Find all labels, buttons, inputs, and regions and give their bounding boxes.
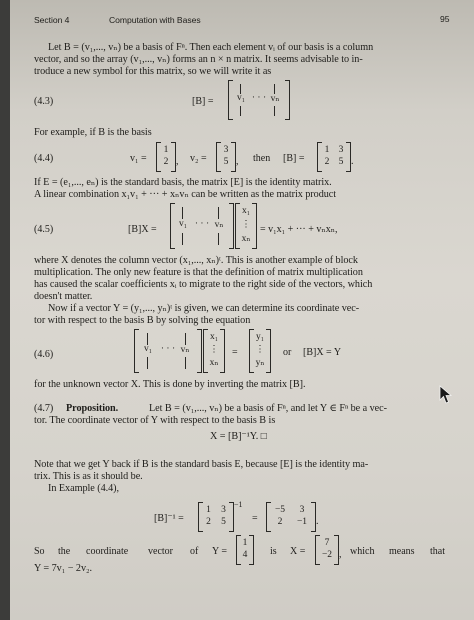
last-word-is: is: [270, 546, 277, 557]
para-7-line-2: trix. This is as it should be.: [34, 471, 143, 482]
coordinate-vector-X: [315, 535, 339, 565]
inverse-equals: =: [252, 513, 258, 524]
matrix-entry: −5: [274, 505, 286, 515]
matrix-B: [198, 502, 234, 532]
mouse-pointer-icon: [439, 385, 453, 410]
period: .: [351, 156, 354, 167]
prop-line-1: Let B = (v₁,..., vₙ) be a basis of Fⁿ, and let Y ∈ Fⁿ be a vec-: [149, 403, 387, 414]
para-7-line-1: Note that we get Y back if B is the standard basis E, because [E] is the identity ma-: [34, 459, 369, 470]
last-word-vector: vector: [148, 546, 173, 557]
comma: ,: [176, 156, 179, 167]
matrix-entry: 1: [163, 145, 169, 155]
matrix-B: [317, 142, 351, 172]
eq-4-6-label: (4.6): [34, 349, 54, 360]
matrix-entry: 5: [221, 517, 226, 527]
para-4-line-2: multiplication. The only new feature is that the definition of matrix multiplication: [34, 267, 363, 278]
matrix-entry: 5: [223, 157, 229, 167]
matrix-entry: 1: [242, 538, 248, 548]
prop-title: Proposition.: [66, 403, 119, 414]
matrix-entry: · · ·: [194, 219, 210, 229]
para-6: for the unknown vector X. This is done by inverting the matrix [B].: [34, 379, 306, 390]
column-rule: [218, 233, 219, 245]
para-5-line-2: tor with respect to the basis B by solving the equation: [34, 315, 251, 326]
eq-4-6-equals: =: [232, 347, 238, 358]
column-rule: [147, 357, 148, 369]
matrix-entry: vₙ: [270, 94, 280, 104]
matrix-entry: v₁: [236, 93, 246, 103]
eq-4-6-or: or: [283, 347, 292, 358]
matrix-entry: 3: [221, 505, 226, 515]
para-1-line-1: Let B = (v₁,..., vₙ) be a basis of Fⁿ. Then each element vᵢ of our basis is a column: [48, 42, 374, 53]
matrix-entry: · · ·: [251, 93, 267, 103]
matrix-entry: 3: [223, 145, 229, 155]
matrix-entry: xₙ: [241, 234, 251, 244]
para-2: For example, if B is the basis: [34, 127, 152, 138]
column-rule: [240, 106, 241, 116]
para-3-line-2: A linear combination x₁v₁ + ··· + xₙvₙ can be written as the matrix product: [34, 189, 337, 200]
matrix-entry: vₙ: [180, 345, 190, 355]
last-line-2: Y = 7v₁ − 2v₂.: [34, 563, 92, 574]
matrix-entry: 3: [338, 145, 344, 155]
matrix-entry: 5: [338, 157, 344, 167]
prop-formula: X = [B]⁻¹Y. □: [210, 431, 267, 442]
inverse-end: .: [316, 516, 319, 527]
para-1-line-2: vector, and so the array (v₁,..., vₙ) forms an n × n matrix. It seems advisable to in-: [34, 54, 363, 65]
page-number: 95: [440, 14, 450, 24]
eq-4-4-v1: v₁ =: [130, 153, 147, 164]
vector-Y: [249, 329, 271, 373]
last-word-means: means: [389, 546, 415, 557]
vector-v2: [216, 142, 236, 172]
eq-4-5-label: (4.5): [34, 224, 54, 235]
matrix-entry: 1: [324, 145, 330, 155]
last-word-so: So: [34, 546, 45, 557]
matrix-entry: v₁: [178, 219, 188, 229]
matrix-entry: xₙ: [209, 358, 219, 368]
matrix-entry: vₙ: [214, 220, 224, 230]
last-word-the: the: [58, 546, 71, 557]
para-1-line-3: troduce a new symbol for this matrix, so we will write it as: [34, 66, 272, 77]
prop-line-2: tor. The coordinate vector of Y with respect to the basis B is: [34, 415, 276, 426]
matrix-entry: 1: [206, 505, 211, 515]
eq-4-5-lhs: [B]X =: [128, 224, 157, 235]
column-rule: [218, 207, 219, 219]
matrix-entry: 2: [206, 517, 211, 527]
matrix-entry: 3: [299, 505, 305, 515]
inverse-lhs: [B]⁻¹ =: [154, 513, 184, 524]
matrix-entry: −2: [321, 550, 333, 560]
matrix-entry: ⋮: [241, 220, 251, 230]
matrix-entry: y₁: [255, 332, 265, 342]
prop-label: (4.7): [34, 403, 54, 414]
matrix-B-inverse: [266, 502, 316, 532]
column-rule: [182, 207, 183, 219]
matrix-entry: −1: [296, 517, 308, 527]
matrix-entry: · · ·: [160, 344, 176, 354]
comma: ,: [236, 156, 239, 167]
basis-matrix: [134, 329, 202, 373]
matrix-entry: v₁: [143, 344, 153, 354]
matrix-entry: 2: [163, 157, 169, 167]
last-x-lhs: X =: [290, 546, 306, 557]
eq-4-4-v2: v₂ =: [190, 153, 207, 164]
para-5-line-1: Now if a vector Y = (y₁,..., yₙ)ᵗ is given, we can determine its coordinate vec-: [48, 303, 360, 314]
last-comma: ,: [339, 549, 342, 560]
basis-matrix: [228, 80, 290, 120]
inverse-exponent: −1: [234, 500, 243, 509]
vector-v1: [156, 142, 176, 172]
matrix-entry: 2: [324, 157, 330, 167]
para-4-line-1: where X denotes the column vector (x₁,..., xₙ)ᵗ. This is another example of block: [34, 255, 358, 266]
matrix-entry: x₁: [241, 206, 251, 216]
matrix-entry: 7: [324, 538, 330, 548]
para-4-line-3: has caused the scalar coefficients xᵢ to migrate to the right side of the vectors, which: [34, 279, 373, 290]
eq-4-4-then: then: [253, 153, 271, 164]
matrix-entry: 2: [277, 517, 283, 527]
para-7-line-3: In Example (4.4),: [48, 483, 120, 494]
eq-4-5-rhs: = v₁x₁ + ··· + vₙxₙ,: [260, 224, 338, 235]
eq-4-3-lhs: [B] =: [192, 96, 214, 107]
matrix-entry: 4: [242, 550, 248, 560]
column-rule: [182, 233, 183, 245]
last-word-of: of: [190, 546, 199, 557]
eq-4-6-alt: [B]X = Y: [303, 347, 342, 358]
coordinate-vector-X: [235, 203, 257, 249]
para-4-line-4: doesn't matter.: [34, 291, 93, 302]
vector-Y: [236, 535, 254, 565]
coordinate-vector-X: [203, 329, 225, 373]
book-page: [10, 0, 474, 620]
matrix-entry: yₙ: [255, 358, 265, 368]
column-rule: [185, 357, 186, 369]
section-title: Computation with Bases: [109, 15, 201, 25]
eq-4-4-B: [B] =: [283, 153, 305, 164]
section-label: Section 4: [34, 15, 70, 25]
eq-4-3-label: (4.3): [34, 96, 54, 107]
last-word-which: which: [350, 546, 375, 557]
basis-matrix: [170, 203, 234, 249]
eq-4-4-label: (4.4): [34, 153, 54, 164]
matrix-entry: x₁: [209, 332, 219, 342]
matrix-entry: ⋮: [209, 345, 219, 355]
para-3-line-1: If E = (e₁,..., eₙ) is the standard basis, the matrix [E] is the identity matrix.: [34, 177, 332, 188]
last-y-lhs: Y =: [212, 546, 227, 557]
last-word-that: that: [430, 546, 445, 557]
column-rule: [274, 106, 275, 116]
last-word-coordinate: coordinate: [86, 546, 129, 557]
matrix-entry: ⋮: [255, 345, 265, 355]
